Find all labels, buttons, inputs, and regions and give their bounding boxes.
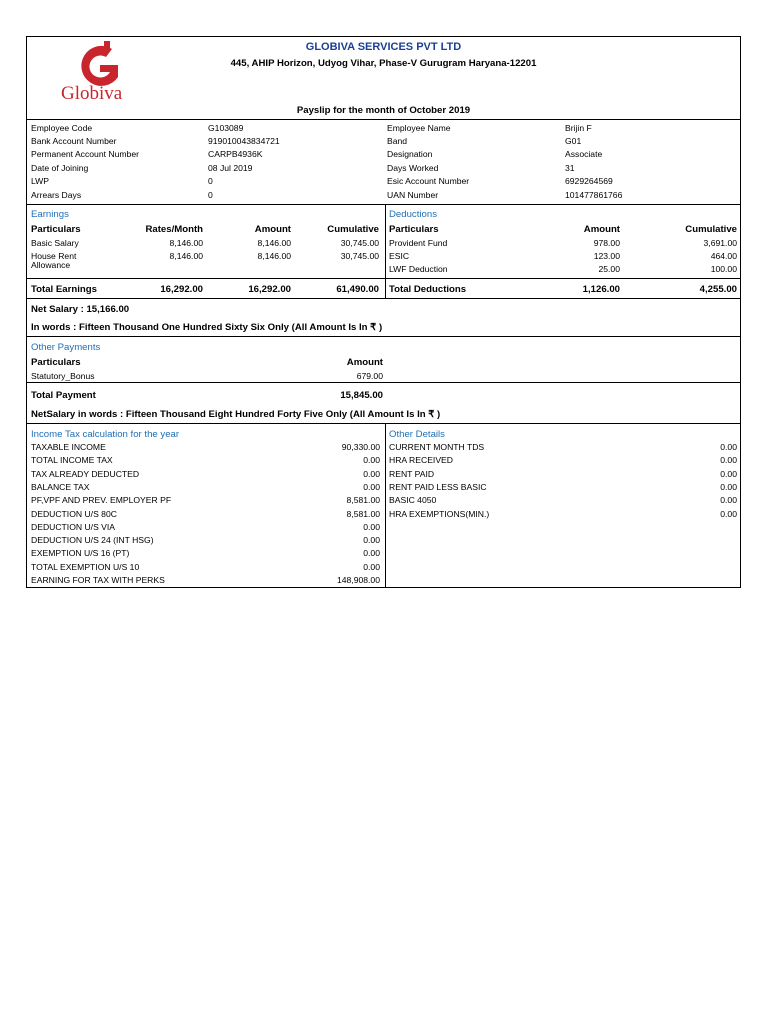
payslip-title: Payslip for the month of October 2019 [296, 105, 471, 116]
earnings-rate: 8,146.00 [169, 251, 203, 261]
deductions-cumulative: 3,691.00 [703, 238, 737, 248]
net-salary-words: In words : Fifteen Thousand One Hundred Sixty Six Only (All Amount Is In ₹ ) [31, 322, 383, 333]
tax-item-label: TAXABLE INCOME [31, 442, 106, 452]
detail-item-value: 0.00 [720, 508, 737, 519]
deductions-particular: LWF Deduction [389, 264, 448, 274]
tax-item-label: DEDUCTION U/S VIA [31, 521, 116, 532]
tax-item-value: 0.00 [363, 481, 380, 492]
deductions-header-cumulative: Cumulative [685, 224, 737, 235]
bank-account-label: Bank Account Number [31, 136, 117, 146]
detail-item-value: 0.00 [720, 455, 737, 466]
uan-label: UAN Number [387, 190, 439, 200]
detail-item-value: 0.00 [720, 442, 737, 452]
tax-item-value: 8,581.00 [346, 508, 380, 519]
income-tax-title: Income Tax calculation for the year [31, 429, 180, 440]
tax-item-label: BALANCE TAX [31, 481, 90, 492]
other-payment-particular: Statutory_Bonus [31, 371, 95, 381]
designation-value: Associate [565, 149, 603, 159]
deductions-amount: 25.00 [598, 264, 620, 274]
tax-item-value: 0.00 [363, 535, 380, 546]
tax-item-value: 0.00 [363, 561, 380, 572]
total-earnings-label: Total Earnings [31, 284, 97, 295]
net-salary-words-final: NetSalary in words : Fifteen Thousand Eight Hundred Forty Five Only (All Amount Is In ₹ ) [31, 409, 441, 420]
other-payments-header-amount: Amount [346, 357, 383, 368]
detail-item-label: RENT PAID [389, 468, 435, 479]
lwp-value: 0 [208, 176, 213, 186]
payslip-sheet [26, 36, 741, 588]
detail-item-label: BASIC 4050 [389, 495, 437, 506]
esic-value: 6929264569 [565, 176, 613, 186]
earnings-particular-line2: Allowance [31, 260, 71, 270]
company-address: 445, AHIP Horizon, Udyog Vihar, Phase-V Gurugram Haryana-12201 [230, 58, 537, 69]
other-payments-header-particulars: Particulars [31, 357, 81, 368]
detail-item-value: 0.00 [720, 468, 737, 479]
other-payment-amount: 679.00 [356, 371, 383, 381]
deductions-cumulative: 100.00 [710, 264, 737, 274]
tax-item-value: 0.00 [363, 521, 380, 532]
detail-item-label: RENT PAID LESS BASIC [389, 481, 487, 492]
arrears-value: 0 [208, 190, 213, 200]
lwp-label: LWP [31, 176, 49, 186]
total-earnings-amount: 16,292.00 [248, 284, 291, 295]
detail-item-label: HRA RECEIVED [389, 455, 453, 466]
tax-item-label: PF,VPF AND PREV. EMPLOYER PF [31, 495, 172, 506]
total-deductions-label: Total Deductions [389, 284, 467, 295]
tax-item-label: DEDUCTION U/S 80C [31, 508, 117, 519]
tax-item-value: 0.00 [363, 548, 380, 559]
deductions-title: Deductions [389, 209, 437, 220]
doj-value: 08 Jul 2019 [208, 163, 253, 173]
employee-name-label: Employee Name [387, 123, 451, 133]
designation-label: Designation [387, 149, 433, 159]
pan-label: Permanent Account Number [31, 149, 139, 159]
detail-item-value: 0.00 [720, 481, 737, 492]
employee-code-label: Employee Code [31, 123, 93, 133]
total-earnings-cumulative: 61,490.00 [336, 284, 379, 295]
logo-wordmark: Globiva [61, 83, 123, 104]
arrears-label: Arrears Days [31, 190, 82, 200]
deductions-amount: 978.00 [593, 238, 620, 248]
employee-name-value: Brijin F [565, 123, 592, 133]
deductions-particular: ESIC [389, 251, 410, 261]
total-deductions-cumulative: 4,255.00 [699, 284, 737, 295]
total-deductions-amount: 1,126.00 [582, 284, 620, 295]
pan-value: CARPB4936K [208, 149, 263, 159]
earnings-amount: 8,146.00 [257, 238, 291, 248]
tax-item-label: DEDUCTION U/S 24 (INT HSG) [31, 535, 154, 546]
tax-item-label: EARNING FOR TAX WITH PERKS [31, 575, 165, 585]
detail-item-label: HRA EXEMPTIONS(MIN.) [389, 508, 490, 519]
deductions-header-amount: Amount [583, 224, 620, 235]
total-earnings-rate: 16,292.00 [160, 284, 203, 295]
earnings-header-particulars: Particulars [31, 224, 81, 235]
other-details-title: Other Details [389, 429, 445, 440]
tax-item-value: 90,330.00 [341, 442, 380, 452]
bank-account-value: 919010043834721 [208, 136, 280, 146]
earnings-particular: House Rent [31, 251, 77, 261]
detail-item-label: CURRENT MONTH TDS [389, 442, 485, 452]
tax-item-value: 148,908.00 [336, 575, 380, 585]
company-name: GLOBIVA SERVICES PVT LTD [305, 41, 462, 53]
doj-label: Date of Joining [31, 163, 89, 173]
tax-item-label: TOTAL EXEMPTION U/S 10 [31, 561, 140, 572]
detail-item-value: 0.00 [720, 495, 737, 506]
deductions-particular: Provident Fund [389, 238, 448, 248]
total-payment-amount: 15,845.00 [340, 390, 383, 401]
tax-item-value: 0.00 [363, 468, 380, 479]
other-payments-title: Other Payments [31, 342, 101, 353]
earnings-header-rate: Rates/Month [145, 224, 203, 235]
earnings-header-cumulative: Cumulative [327, 224, 379, 235]
net-salary: Net Salary : 15,166.00 [31, 304, 130, 315]
tax-item-label: TAX ALREADY DEDUCTED [31, 468, 140, 479]
earnings-cumulative: 30,745.00 [340, 251, 379, 261]
tax-item-label: TOTAL INCOME TAX [31, 455, 113, 466]
earnings-title: Earnings [31, 209, 69, 220]
uan-value: 101477861766 [565, 190, 623, 200]
deductions-header-particulars: Particulars [389, 224, 439, 235]
deductions-amount: 123.00 [593, 251, 620, 261]
days-worked-value: 31 [565, 163, 575, 173]
earnings-particular: Basic Salary [31, 238, 79, 248]
earnings-cumulative: 30,745.00 [340, 238, 379, 248]
tax-item-label: EXEMPTION U/S 16 (PT) [31, 548, 130, 559]
days-worked-label: Days Worked [387, 163, 439, 173]
earnings-rate: 8,146.00 [169, 238, 203, 248]
deductions-cumulative: 464.00 [710, 251, 737, 261]
tax-item-value: 8,581.00 [346, 495, 380, 506]
earnings-header-amount: Amount [254, 224, 291, 235]
band-value: G01 [565, 136, 582, 146]
earnings-amount: 8,146.00 [257, 251, 291, 261]
tax-item-value: 0.00 [363, 455, 380, 466]
total-payment-label: Total Payment [31, 390, 96, 401]
esic-label: Esic Account Number [387, 176, 470, 186]
employee-code-value: G103089 [208, 123, 244, 133]
band-label: Band [387, 136, 408, 146]
